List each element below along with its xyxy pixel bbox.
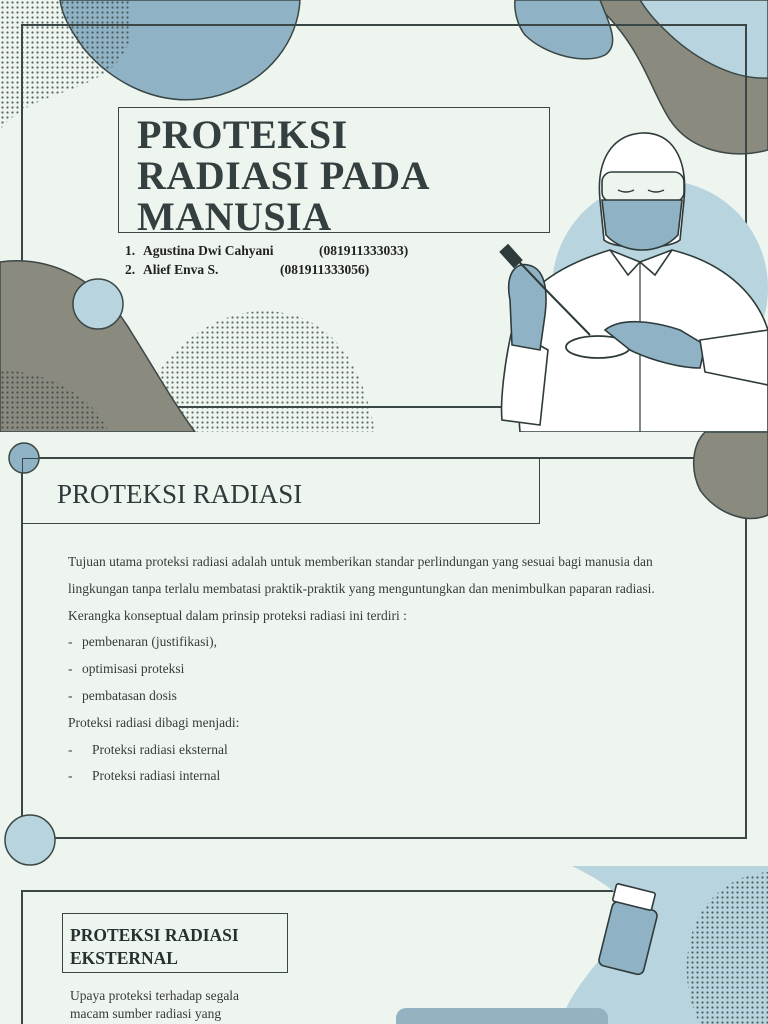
list-item: - pembenaran (justifikasi), <box>68 634 217 650</box>
author-row: 2. Alief Enva S. (081911333056) <box>125 262 370 277</box>
slide1-title: PROTEKSI RADIASI PADA MANUSIA <box>137 112 431 239</box>
author-name: Agustina Dwi Cahyani <box>143 243 274 258</box>
list-item: - Proteksi radiasi eksternal <box>68 741 228 757</box>
author-phone: (081911333033) <box>319 243 409 258</box>
slide3-title: PROTEKSI RADIASI EKSTERNAL <box>70 925 239 968</box>
blob-top-right-blue <box>515 0 613 59</box>
framework-intro: Kerangka konseptual dalam prinsip proteksi radiasi ini terdiri : <box>68 607 407 623</box>
slide1-title-box <box>118 107 550 239</box>
author-phone: (081911333056) <box>280 262 370 277</box>
list-item: - Proteksi radiasi internal <box>68 768 221 784</box>
author-list <box>125 241 408 279</box>
slide3-title-box <box>62 913 288 973</box>
dots-top-left <box>0 0 130 130</box>
list-item: - pembatasan dosis <box>68 687 177 703</box>
slide2-body <box>68 549 708 790</box>
author-row: 1. Agustina Dwi Cahyani (081911333033) <box>125 243 409 258</box>
circle-bottom-left <box>5 815 55 865</box>
slide2-title: PROTEKSI RADIASI <box>57 479 303 509</box>
list-item: - optimisasi proteksi <box>68 661 185 677</box>
decorative-pill <box>396 1008 608 1024</box>
blob-right-gray <box>694 432 768 518</box>
division-intro: Proteksi radiasi dibagi menjadi: <box>68 714 240 730</box>
intro-paragraph: Tujuan utama proteksi radiasi adalah untuk memberikan standar perlindungan yang sesuai bagi manusia dan lingkungan tanpa terlalu membatasi praktik-praktik yang menguntungkan dan menimbulkan paparan radiasi. <box>68 554 655 596</box>
author-name: Alief Enva S. <box>143 262 219 277</box>
slide3-description: Upaya proteksi terhadap segala macam sumber radiasi yang <box>70 988 240 1021</box>
small-circle-left <box>73 279 123 329</box>
slide2-title-box <box>22 458 540 524</box>
